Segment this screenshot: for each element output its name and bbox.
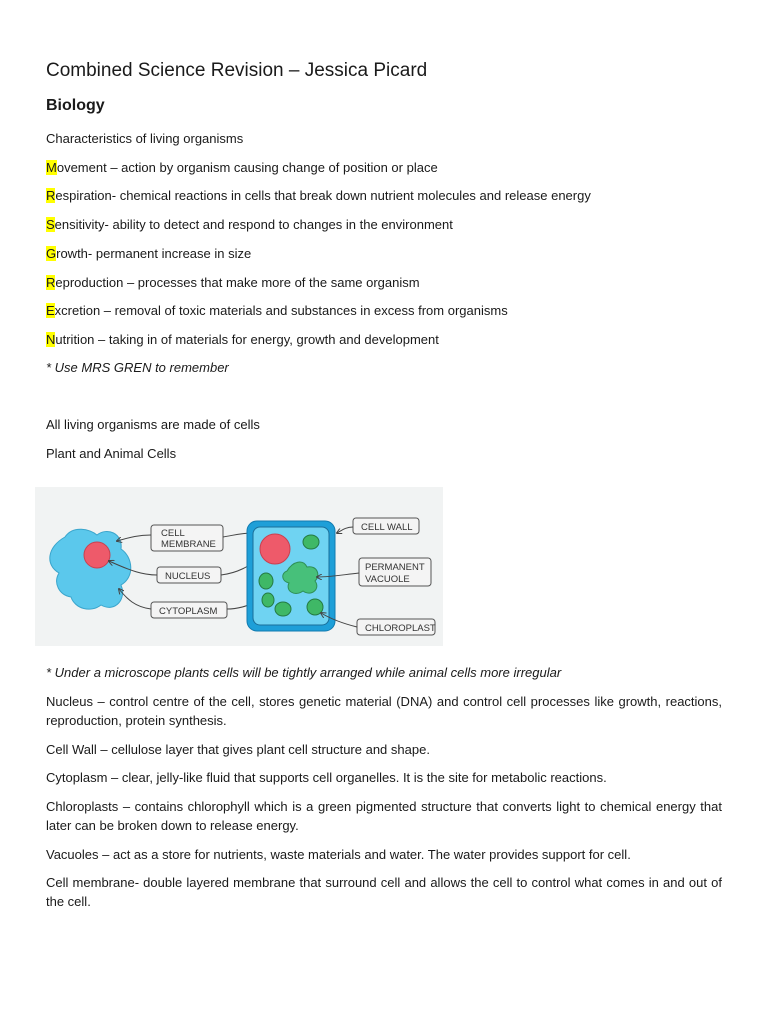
chloroplast bbox=[262, 593, 274, 607]
cells-statement: All living organisms are made of cells bbox=[46, 417, 260, 432]
mrs-gren-item-sensitivity bbox=[46, 217, 453, 233]
cells-subheading: Plant and Animal Cells bbox=[46, 446, 177, 461]
item-text: ovement – action by organism causing change of position or place bbox=[56, 160, 438, 175]
item-text: utrition – taking in of materials for energy, growth and development bbox=[55, 332, 439, 347]
mrs-gren-item-respiration bbox=[46, 188, 591, 204]
highlighted-letter: E bbox=[46, 303, 55, 318]
definition-cytoplasm: Cytoplasm – clear, jelly-like fluid that supports cell organelles. It is the site for metabolic reactions. bbox=[46, 770, 607, 785]
label-cytoplasm bbox=[151, 602, 227, 618]
mrs-gren-item-excretion bbox=[46, 303, 508, 319]
label-cell-membrane-line1: CELL bbox=[161, 528, 185, 539]
cell-diagram-figure bbox=[35, 487, 443, 646]
chloroplast bbox=[275, 602, 291, 616]
animal-cell bbox=[50, 529, 131, 609]
label-permanent-vacuole bbox=[359, 558, 431, 586]
definition-cell-wall: Cell Wall – cellulose layer that gives plant cell structure and shape. bbox=[46, 742, 430, 757]
item-text: rowth- permanent increase in size bbox=[56, 246, 252, 261]
highlighted-letter: M bbox=[46, 160, 57, 175]
label-chloroplast-text: CHLOROPLAST bbox=[365, 623, 436, 634]
mnemonic-note: * Use MRS GREN to remember bbox=[46, 360, 229, 375]
label-cell-wall-text: CELL WALL bbox=[361, 522, 413, 533]
microscope-note: * Under a microscope plants cells will be tightly arranged while animal cells more irregular bbox=[46, 665, 562, 680]
label-cell-wall bbox=[353, 518, 419, 534]
highlighted-letter: S bbox=[46, 217, 55, 232]
highlighted-letter: R bbox=[46, 188, 56, 203]
arrow-membrane-animal bbox=[117, 535, 151, 541]
label-cell-membrane-line2: MEMBRANE bbox=[161, 539, 216, 550]
document-title: Combined Science Revision – Jessica Picard bbox=[46, 60, 428, 81]
chloroplast bbox=[303, 535, 319, 549]
label-cell-membrane bbox=[151, 525, 223, 551]
arrow-cytoplasm-animal bbox=[119, 589, 151, 609]
chloroplast bbox=[259, 573, 273, 589]
highlighted-letter: R bbox=[46, 275, 56, 290]
cell-diagram bbox=[35, 487, 443, 646]
intro-line: Characteristics of living organisms bbox=[46, 131, 244, 146]
item-text: espiration- chemical reactions in cells that break down nutrient molecules and release energy bbox=[55, 188, 591, 203]
label-nucleus bbox=[157, 567, 221, 583]
plant-nucleus bbox=[260, 534, 290, 564]
section-heading-biology: Biology bbox=[46, 97, 105, 114]
mrs-gren-item-movement bbox=[46, 160, 438, 176]
definition-nucleus: Nucleus – control centre of the cell, stores genetic material (DNA) and control cell processes like growth, reactions, reproduction, protein synthesis. bbox=[46, 694, 722, 728]
label-chloroplast bbox=[357, 619, 436, 635]
item-text: xcretion – removal of toxic materials and substances in excess from organisms bbox=[54, 303, 508, 318]
label-cytoplasm-text: CYTOPLASM bbox=[159, 606, 218, 617]
label-nucleus-text: NUCLEUS bbox=[165, 571, 211, 582]
label-permanent-vacuole-line2: VACUOLE bbox=[365, 574, 410, 585]
label-permanent-vacuole-line1: PERMANENT bbox=[365, 562, 425, 573]
highlighted-letter: G bbox=[46, 246, 57, 261]
arrow-cell-wall bbox=[337, 527, 353, 533]
definition-vacuoles: Vacuoles – act as a store for nutrients, waste materials and water. The water provides support for cell. bbox=[46, 847, 631, 862]
item-text: ensitivity- ability to detect and respond to changes in the environment bbox=[54, 217, 453, 232]
animal-nucleus bbox=[84, 542, 110, 568]
mrs-gren-item-nutrition bbox=[46, 332, 439, 348]
definition-chloroplasts: Chloroplasts – contains chlorophyll which is a green pigmented structure that converts light to chemical energy that later can be broken down to release energy. bbox=[46, 799, 722, 833]
highlighted-letter: N bbox=[46, 332, 56, 347]
mrs-gren-item-reproduction bbox=[46, 275, 420, 291]
chloroplast bbox=[307, 599, 323, 615]
definition-cell-membrane: Cell membrane- double layered membrane that surround cell and allows the cell to control what comes in and out of the cell. bbox=[46, 875, 722, 909]
mrs-gren-item-growth bbox=[46, 246, 251, 262]
item-text: eproduction – processes that make more of the same organism bbox=[55, 275, 420, 290]
